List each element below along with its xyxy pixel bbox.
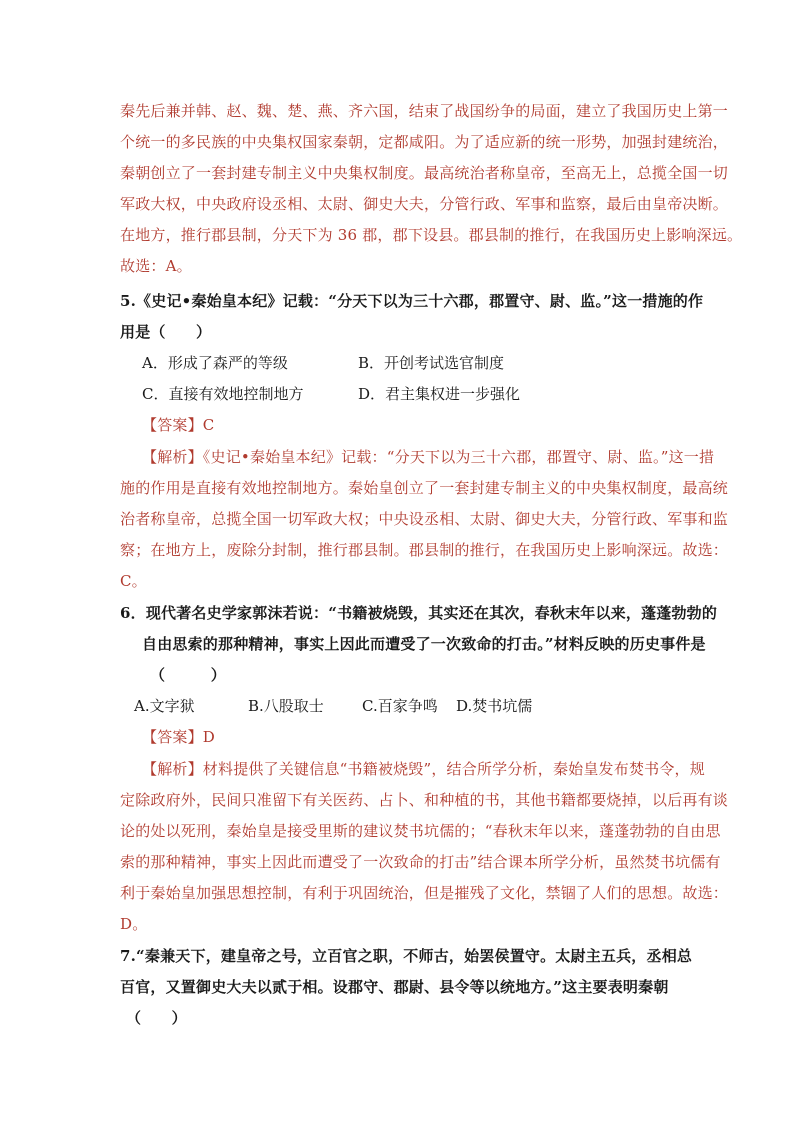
intro-line-3: 秦朝创立了一套封建专制主义中央集权制度。最高统治者称皇帝，至高无上，总揽全国一切: [120, 164, 729, 182]
q6-option-b: B.八股取士: [248, 697, 324, 715]
q5-analysis-line-2: 施的作用是直接有效地控制地方。秦始皇创立了一套封建专制主义的中央集权制度，最高统: [120, 479, 729, 497]
q7-stem-line-2: 百官，又置御史大夫以贰于相。设郡守、郡尉、县令等以统地方。”这主要表明秦朝: [120, 978, 669, 996]
q6-stem-line-1: 6．现代著名史学家郭沫若说：“书籍被烧毁，其实还在其次，春秋末年以来，蓬蓬勃勃的: [120, 604, 718, 622]
q5-option-b: B．开创考试选官制度: [358, 354, 505, 372]
q7-stem-line-1: 7.“秦兼天下，建皇帝之号，立百官之职，不师古，始罢侯置守。太尉主五兵，丞相总: [120, 947, 693, 965]
q6-stem-line-2: 自由思索的那种精神，事实上因此而遭受了一次致命的打击。”材料反映的历史事件是: [142, 635, 706, 653]
intro-line-5: 在地方，推行郡县制，分天下为 36 郡，郡下设县。郡县制的推行，在我国历史上影响深远。: [120, 226, 743, 244]
q5-analysis-line-3: 治者称皇帝，总揽全国一切军政大权；中央设丞相、太尉、御史大夫，分管行政、军事和监: [120, 510, 729, 528]
q6-analysis-line-3: 论的处以死刑，秦始皇是接受里斯的建议焚书坑儒的；“春秋末年以来，蓬蓬勃勃的自由思: [120, 822, 721, 840]
q6-analysis-line-2: 定除政府外，民间只准留下有关医药、占卜、和种植的书，其他书籍都要烧掉，以后再有谈: [120, 791, 729, 809]
intro-line-1: 秦先后兼并韩、赵、魏、楚、燕、齐六国，结束了战国纷争的局面，建立了我国历史上第一: [120, 102, 729, 120]
q5-answer: 【答案】C: [142, 416, 215, 434]
q6-option-a: A.文字狱: [134, 697, 195, 715]
q5-analysis-line-5: C。: [120, 572, 147, 590]
intro-line-6: 故选：A。: [120, 257, 192, 275]
q6-option-c: C.百家争鸣: [362, 697, 438, 715]
q5-option-d: D．君主集权进一步强化: [358, 385, 521, 403]
intro-line-4: 军政大权，中央政府设丞相、太尉、御史大夫，分管行政、军事和监察，最后由皇帝决断。: [120, 195, 729, 213]
q5-analysis-line-4: 察；在地方上，废除分封制，推行郡县制。郡县制的推行，在我国历史上影响深远。故选：: [120, 541, 729, 559]
q6-analysis-line-5: 利于秦始皇加强思想控制，有利于巩固统治，但是摧残了文化，禁锢了人们的思想。故选：: [120, 884, 729, 902]
q6-analysis-line-1: 【解析】材料提供了关键信息“书籍被烧毁”，结合所学分析，秦始皇发布焚书令，规: [142, 760, 705, 778]
q5-option-c: C．直接有效地控制地方: [142, 385, 304, 403]
q6-answer: 【答案】D: [142, 728, 216, 746]
q6-option-d: D.焚书坑儒: [456, 697, 533, 715]
q5-analysis-line-1: 【解析】《史记•秦始皇本纪》记载：“分天下以为三十六郡，郡置守、尉、监。”这一措: [142, 448, 715, 466]
intro-line-2: 个统一的多民族的中央集权国家秦朝，定都咸阳。为了适应新的统一形势，加强封建统治，: [120, 133, 729, 151]
q5-option-a: A．形成了森严的等级: [142, 354, 288, 372]
q5-stem-line-2: 用是（ ）: [120, 323, 212, 341]
q7-stem-line-3: （ ）: [126, 1009, 187, 1027]
q5-stem-line-1: 5.《史记•秦始皇本纪》记载：“分天下以为三十六郡，郡置守、尉、监。”这一措施的作: [120, 292, 704, 310]
q6-analysis-line-4: 索的那种精神，事实上因此而遭受了一次致命的打击”结合课本所学分析，虽然焚书坑儒有: [120, 853, 721, 871]
q6-analysis-line-6: D。: [120, 915, 148, 933]
q6-stem-line-3: （ ）: [150, 666, 227, 684]
